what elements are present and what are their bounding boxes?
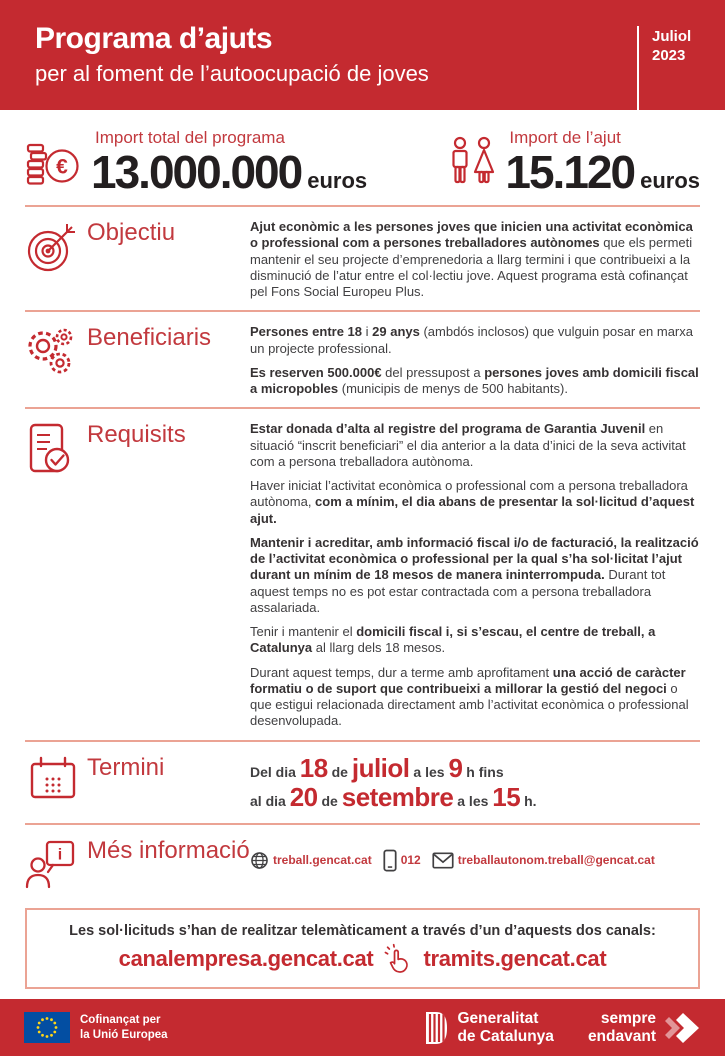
date-month: Juliol: [652, 28, 692, 45]
envelope-icon: [432, 852, 454, 869]
import-total-programa: [25, 128, 368, 198]
import-label: Import total del programa: [95, 128, 285, 147]
contact-text: treballautonom.treball@gencat.cat: [457, 853, 655, 868]
page-subtitle: per al foment de l’autoocupació de joves: [35, 61, 429, 86]
import-ajut: [447, 128, 700, 198]
chevron-right-icon: [663, 1011, 701, 1045]
slogan-line1: sempre: [600, 1009, 656, 1027]
phone-icon: [383, 849, 397, 872]
coins-euro-icon: [25, 137, 83, 187]
section-body: [250, 752, 700, 814]
person-info-icon: [25, 835, 87, 890]
page-title: Programa d’ajuts: [35, 22, 273, 55]
paragraph: Ajut econòmic a les persones joves que inicien una activitat econòmica o professional com a persones treballadores autònomes que els permeti mantenir el seu projecte d’emprenedoria a llarg termini i que contribueixi a la disminució de l’atur entre el col·lectiu jove. Aquest programa està cofinançat pel Fons Social Europeu Plus.: [250, 219, 693, 299]
link-tramits[interactable]: tramits.gencat.cat: [423, 946, 607, 972]
header: [0, 0, 725, 110]
date-badge: [637, 26, 725, 110]
paragraph: Estar donada d’alta al registre del programa de Garantia Juvenil en situació “inscrit beneficiari” el dia anterior a la data d’inici de la seva activitat com a persona treballadora autònoma.: [250, 421, 686, 469]
section-beneficiaris: [25, 312, 700, 407]
paragraph: Tenir i mantenir el domicili fiscal i, si s’escau, el centre de treball, a Catalunya al llarg dels 18 mesos.: [250, 624, 656, 656]
gencat-line2: de Catalunya: [457, 1027, 554, 1045]
eu-label-line1: Cofinançat per: [80, 1014, 161, 1027]
slogan-block: [588, 1010, 701, 1046]
link-canalempresa[interactable]: canalempresa.gencat.cat: [118, 946, 374, 972]
import-value: 15.120: [505, 146, 635, 198]
cta-box: [25, 908, 700, 989]
section-title: Requisits: [87, 421, 186, 449]
import-label: Import de l’ajut: [509, 128, 621, 147]
section-body: [250, 217, 700, 300]
footer: [0, 999, 725, 1056]
gencat-logo-block: [423, 1010, 553, 1046]
date-year: 2023: [652, 46, 686, 64]
gears-icon: [25, 322, 87, 397]
imports-row: [25, 110, 700, 205]
contact-email[interactable]: [432, 852, 655, 869]
calendar-icon: [25, 752, 87, 814]
globe-icon: [250, 851, 269, 870]
main-content: [0, 110, 725, 900]
termini-line: al dia 20 de setembre a les 15 h.: [250, 782, 537, 813]
termini-line: Del dia 18 de juliol a les 9 h fins: [250, 752, 504, 783]
gencat-line1: Generalitat: [457, 1009, 539, 1027]
eu-cofinance-block: [24, 1012, 168, 1043]
section-body: [250, 322, 700, 397]
eu-label-line2: la Unió Europea: [80, 1028, 168, 1041]
cta-links: [35, 944, 690, 974]
section-body: [250, 419, 700, 729]
paragraph: Mantenir i acreditar, amb informació fiscal i/o de facturació, la realització de l’activitat econòmica o professional per la qual s’ha sol·licitat l’ajut durant un mínim de 18 mesos de manera ininterrompuda. Durant tot aquest temps no es pot estar contractada com a persona treballadora assalariada.: [250, 534, 699, 615]
paragraph: Persones entre 18 i 29 anys (ambdós inclosos) que vulguin posar en marxa un projecte professional.: [250, 324, 693, 356]
section-title: Objectiu: [87, 219, 176, 246]
contact-text: 012: [400, 853, 421, 868]
contacts-row: [250, 837, 700, 872]
import-unit: euros: [307, 168, 368, 193]
section-requisits: [25, 409, 700, 739]
section-objectiu: [25, 207, 700, 310]
paragraph: Es reserven 500.000€ del pressupost a persones joves amb domicili fiscal a micropobles (municipis de menys de 500 habitants).: [250, 364, 699, 396]
checklist-icon: [25, 419, 87, 729]
click-hand-icon: [385, 944, 411, 974]
section-title: Termini: [87, 753, 165, 781]
paragraph: Haver iniciat l’activitat econòmica o professional com a persona treballadora autònoma, com a mínim, el dia abans de presentar la sol·licitud d’aquest ajut.: [250, 478, 695, 526]
slogan-line2: endavant: [587, 1027, 656, 1045]
section-title: Beneficiaris: [87, 324, 212, 352]
paragraph: Durant aquest temps, dur a terme amb aprofitament una acció de caràcter formatiu o de suport que contribueixi a millorar la gestió del negoci o que estigui relacionada directament amb l’activitat econòmica o professional desenvolupada.: [250, 664, 689, 729]
people-icon: [447, 136, 497, 188]
svg-text:i: i: [57, 846, 63, 864]
contact-text: treball.gencat.cat: [273, 853, 372, 868]
footer-right: [423, 1010, 701, 1046]
contact-phone[interactable]: [383, 849, 421, 872]
section-title: Més informació: [87, 837, 250, 865]
eu-flag-icon: [24, 1012, 70, 1043]
import-value: 13.000.000: [91, 146, 302, 198]
section-termini: [25, 742, 700, 824]
contact-web[interactable]: [250, 851, 372, 870]
gencat-shield-icon: [423, 1010, 449, 1046]
svg-text:€: €: [56, 155, 68, 178]
section-body: [250, 835, 700, 890]
target-icon: [25, 217, 87, 300]
section-mes-informacio: [25, 825, 700, 900]
import-unit: euros: [640, 168, 700, 193]
cta-intro: Les sol·licituds s’han de realitzar telemàticament a través d’un d’aquests dos canals:: [69, 923, 656, 940]
